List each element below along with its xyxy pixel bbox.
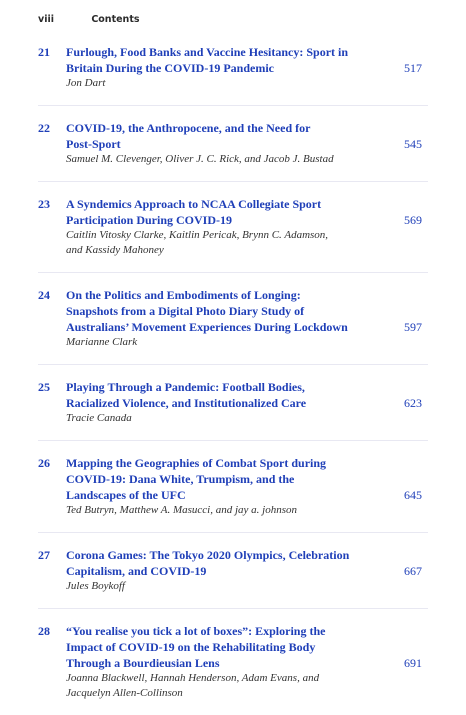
chapter-authors-line: Jacquelyn Allen-Collinson xyxy=(66,687,183,699)
chapter-title-line: Post-Sport xyxy=(66,137,121,151)
chapter-number: 28 xyxy=(38,624,50,638)
chapter-number: 27 xyxy=(38,548,50,562)
section-title: Contents xyxy=(91,14,140,25)
toc-entry[interactable] xyxy=(38,120,428,167)
chapter-title-line: “You realise you tick a lot of boxes”: Exploring the xyxy=(66,624,326,638)
chapter-number: 25 xyxy=(38,380,50,394)
chapter-number: 22 xyxy=(38,121,50,135)
chapter-page-number[interactable]: 597 xyxy=(404,320,422,334)
chapter-title-line: Capitalism, and COVID-19 xyxy=(66,564,207,578)
chapter-authors xyxy=(66,228,372,258)
chapter-details xyxy=(66,44,428,91)
chapter-page-number[interactable]: 623 xyxy=(404,396,422,410)
toc-entry[interactable] xyxy=(38,379,428,426)
chapter-title-line: Furlough, Food Banks and Vaccine Hesitancy: Sport in xyxy=(66,45,349,59)
chapter-title-line: Through a Bourdieusian Lens xyxy=(66,656,220,670)
chapter-number: 23 xyxy=(38,197,50,211)
chapter-authors xyxy=(66,76,372,91)
toc-entry[interactable] xyxy=(38,623,428,701)
chapter-title-line: Mapping the Geographies of Combat Sport during xyxy=(66,456,327,470)
chapter-authors-line: Samuel M. Clevenger, Oliver J. C. Rick, and Jacob J. Bustad xyxy=(66,153,334,165)
chapter-page-number[interactable]: 517 xyxy=(404,61,422,75)
entry-separator xyxy=(38,440,428,441)
chapter-title[interactable] xyxy=(66,379,372,411)
chapter-authors-line: Jon Dart xyxy=(66,77,106,89)
chapter-title-line: Impact of COVID-19 on the Rehabilitating Body xyxy=(66,640,316,654)
chapter-title[interactable] xyxy=(66,547,372,579)
chapter-title-line: Playing Through a Pandemic: Football Bodies, xyxy=(66,380,305,394)
chapter-page-number[interactable]: 691 xyxy=(404,656,422,670)
entry-separator xyxy=(38,364,428,365)
chapter-details xyxy=(66,623,428,701)
chapter-authors xyxy=(66,579,372,594)
chapter-title-line: Landscapes of the UFC xyxy=(66,488,186,502)
chapter-authors xyxy=(66,503,372,518)
chapter-title-line: Participation During COVID-19 xyxy=(66,213,232,227)
chapter-authors-line: Caitlin Vitosky Clarke, Kaitlin Pericak, Brynn C. Adamson, xyxy=(66,229,329,241)
chapter-authors-line: and Kassidy Mahoney xyxy=(66,244,164,256)
chapter-title-line: A Syndemics Approach to NCAA Collegiate Sport xyxy=(66,197,322,211)
chapter-title[interactable] xyxy=(66,455,372,503)
entry-separator xyxy=(38,532,428,533)
chapter-title-line: On the Politics and Embodiments of Longing: xyxy=(66,288,301,302)
entry-separator xyxy=(38,608,428,609)
chapter-details xyxy=(66,547,428,594)
chapter-number: 21 xyxy=(38,45,50,59)
chapter-title[interactable] xyxy=(66,44,372,76)
chapter-authors-line: Tracie Canada xyxy=(66,412,132,424)
chapter-authors xyxy=(66,335,372,350)
chapter-page-number[interactable]: 645 xyxy=(404,488,422,502)
chapter-authors-line: Ted Butryn, Matthew A. Masucci, and jay a. johnson xyxy=(66,504,297,516)
page-header xyxy=(38,14,140,25)
toc-entry[interactable] xyxy=(38,547,428,594)
chapter-number: 26 xyxy=(38,456,50,470)
chapter-title[interactable] xyxy=(66,623,372,671)
chapter-title-line: Snapshots from a Digital Photo Diary Study of xyxy=(66,304,305,318)
chapter-title-line: COVID-19, the Anthropocene, and the Need for xyxy=(66,121,311,135)
entry-separator xyxy=(38,181,428,182)
chapter-title-line: COVID-19: Dana White, Trumpism, and the xyxy=(66,472,295,486)
chapter-title-line: Racialized Violence, and Institutionalized Care xyxy=(66,396,307,410)
chapter-page-number[interactable]: 545 xyxy=(404,137,422,151)
chapter-number: 24 xyxy=(38,288,50,302)
toc-entry[interactable] xyxy=(38,196,428,258)
table-of-contents xyxy=(38,44,428,715)
chapter-authors xyxy=(66,671,372,701)
chapter-title[interactable] xyxy=(66,120,372,152)
chapter-authors-line: Marianne Clark xyxy=(66,336,138,348)
chapter-page-number[interactable]: 667 xyxy=(404,564,422,578)
chapter-details xyxy=(66,196,428,258)
chapter-authors xyxy=(66,152,372,167)
chapter-details xyxy=(66,455,428,518)
chapter-title-line: Britain During the COVID-19 Pandemic xyxy=(66,61,274,75)
chapter-details xyxy=(66,287,428,350)
chapter-authors-line: Joanna Blackwell, Hannah Henderson, Adam Evans, and xyxy=(66,672,320,684)
chapter-title-line: Corona Games: The Tokyo 2020 Olympics, Celebration xyxy=(66,548,350,562)
toc-entry[interactable] xyxy=(38,287,428,350)
chapter-title-line: Australians’ Movement Experiences During Lockdown xyxy=(66,320,348,334)
page-number-roman: viii xyxy=(38,14,54,25)
toc-entry[interactable] xyxy=(38,455,428,518)
entry-separator xyxy=(38,272,428,273)
entry-separator xyxy=(38,105,428,106)
chapter-details xyxy=(66,379,428,426)
toc-entry[interactable] xyxy=(38,44,428,91)
chapter-authors-line: Jules Boykoff xyxy=(66,580,125,592)
chapter-title[interactable] xyxy=(66,287,372,335)
chapter-details xyxy=(66,120,428,167)
chapter-page-number[interactable]: 569 xyxy=(404,213,422,227)
chapter-authors xyxy=(66,411,372,426)
chapter-title[interactable] xyxy=(66,196,372,228)
